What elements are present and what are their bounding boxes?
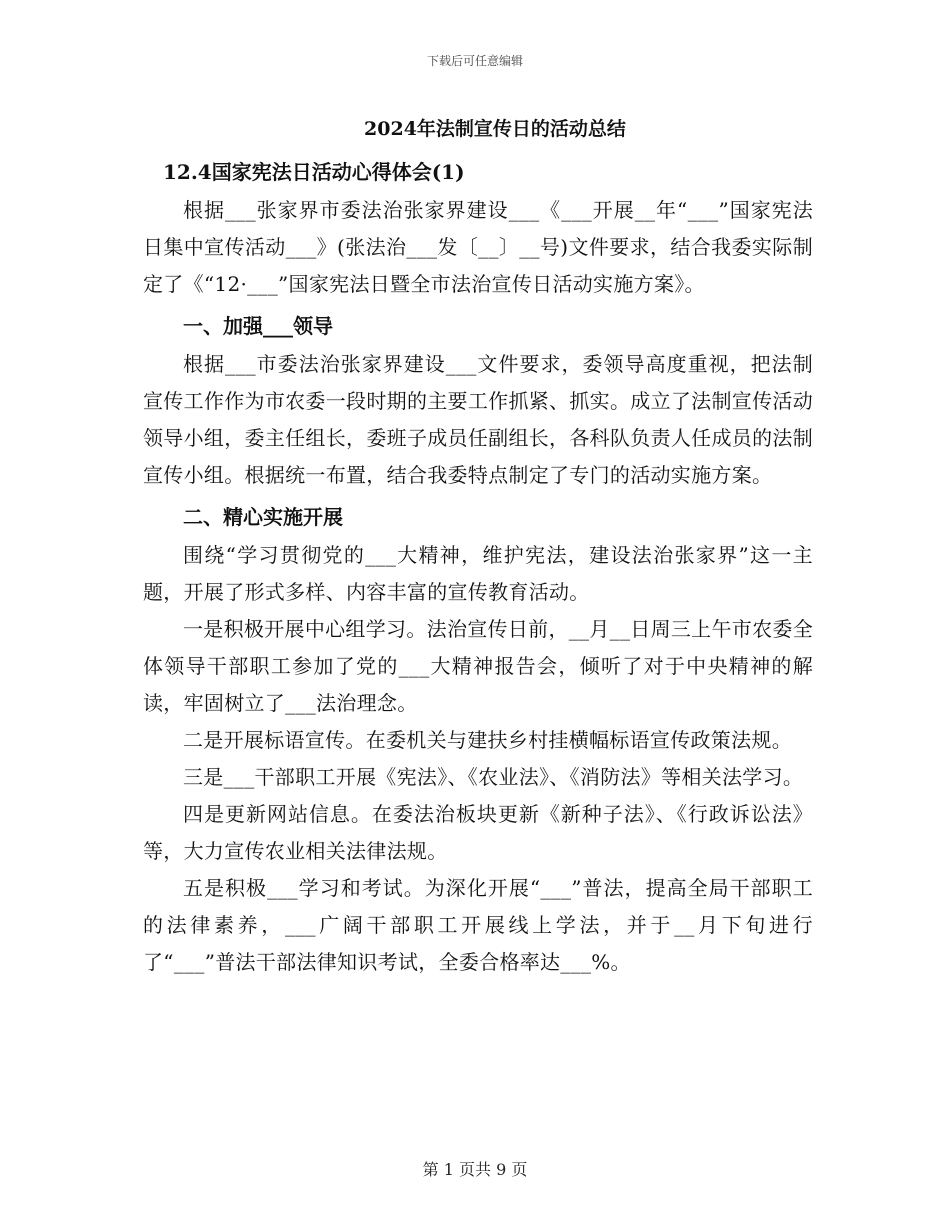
section2-paragraph: 一是积极开展中心组学习。法治宣传日前，__月__日周三上午市农委全体领导干部职工参加了党的___大精神报告会，倾听了对于中央精神的解读，牢固树立了___法治理念。 — [143, 617, 813, 715]
intro-paragraph: 根据___张家界市委法治张家界建设___《___开展__年“___”国家宪法日集中宣传活动___》(张法治___发〔__〕__号)文件要求，结合我委实际制定了《“12·___”国家宪法日暨全市法治宣传日活动实施方案》。 — [143, 198, 813, 296]
section2-paragraph: 三是___干部职工开展《宪法》、《农业法》、《消防法》等相关法学习。 — [183, 765, 804, 789]
section2-paragraph: 四是更新网站信息。在委法治板块更新《新种子法》、《行政诉讼法》等，大力宣传农业相关法律法规。 — [143, 802, 813, 863]
section1-heading: 一、加强___领导 — [183, 314, 333, 338]
page-footer: 第 1 页共 9 页 — [422, 1160, 528, 1179]
document-title: 2024年法制宣传日的活动总结 — [364, 118, 626, 140]
page-header: 下载后可任意编辑 — [426, 54, 523, 68]
section2-paragraph: 围绕“学习贯彻党的___大精神，维护宪法，建设法治张家界”这一主题，开展了形式多样、内容丰富的宣传教育活动。 — [143, 543, 813, 604]
section2-paragraph: 五是积极___学习和考试。为深化开展“___”普法，提高全局干部职工的法律素养，___广阔干部职工开展线上学法，并于__月下旬进行了“___”普法干部法律知识考试，全委合格率达___%。 — [143, 876, 813, 974]
section2-paragraph: 二是开展标语宣传。在委机关与建扶乡村挂横幅标语宣传政策法规。 — [183, 728, 792, 752]
document-body — [143, 152, 813, 981]
section2-heading: 二、精心实施开展 — [183, 505, 343, 529]
document-subtitle: 12.4国家宪法日活动心得体会(1) — [163, 160, 465, 184]
section1-paragraph: 根据___市委法治张家界建设___文件要求，委领导高度重视，把法制宣传工作作为市农委一段时期的主要工作抓紧、抓实。成立了法制宣传活动领导小组，委主任组长，委班子成员任副组长，各科队负责人任成员的法制宣传小组。根据统一布置，结合我委特点制定了专门的活动实施方案。 — [143, 352, 813, 487]
